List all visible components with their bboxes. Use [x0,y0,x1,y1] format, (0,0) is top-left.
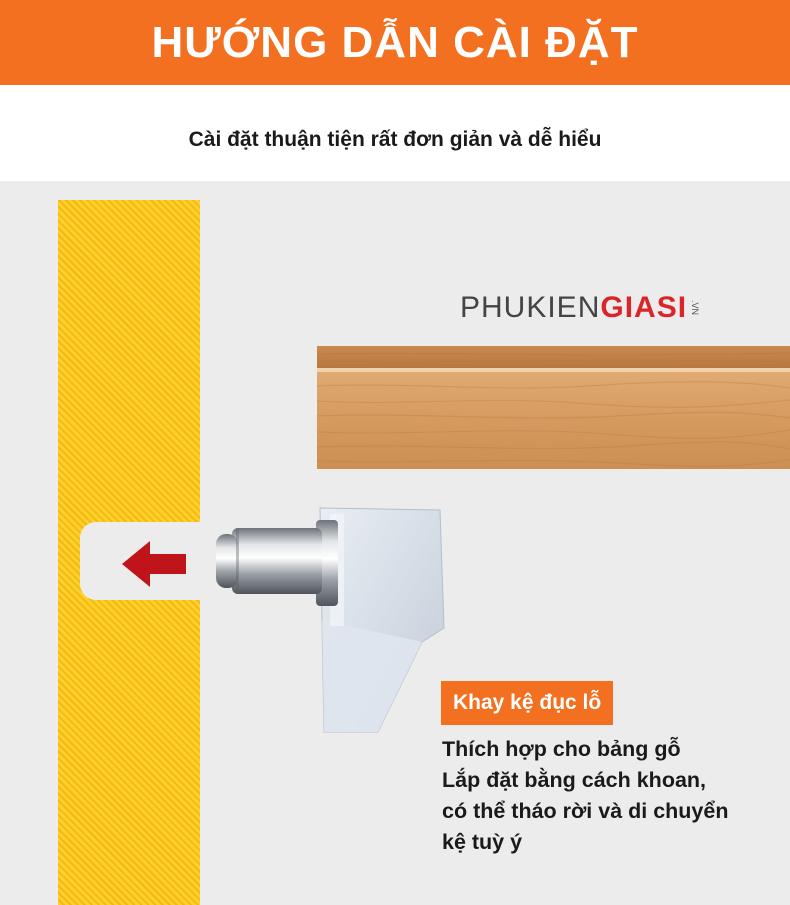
logo-text-accent: GIASI [600,291,688,324]
description-line: Thích hợp cho bảng gỗ [442,737,681,761]
left-arrow-icon [122,541,188,587]
wooden-shelf [317,346,790,469]
shelf-support-pin [212,500,452,735]
description-line: có thể tháo rời và di chuyển [442,799,729,823]
product-description [442,734,782,858]
logo-text-primary: PHUKIEN [460,291,601,324]
product-tag: Khay kệ đục lỗ [441,681,613,725]
subtitle: Cài đặt thuận tiện rất đơn giản và dễ hiểu [188,128,602,151]
logo-suffix: .VN [690,300,701,316]
description-line: kệ tuỳ ý [442,830,523,854]
brand-logo [460,288,770,328]
page-title: HƯỚNG DẪN CÀI ĐẶT [151,17,639,67]
description-line: Lắp đặt bằng cách khoan, [442,768,707,792]
